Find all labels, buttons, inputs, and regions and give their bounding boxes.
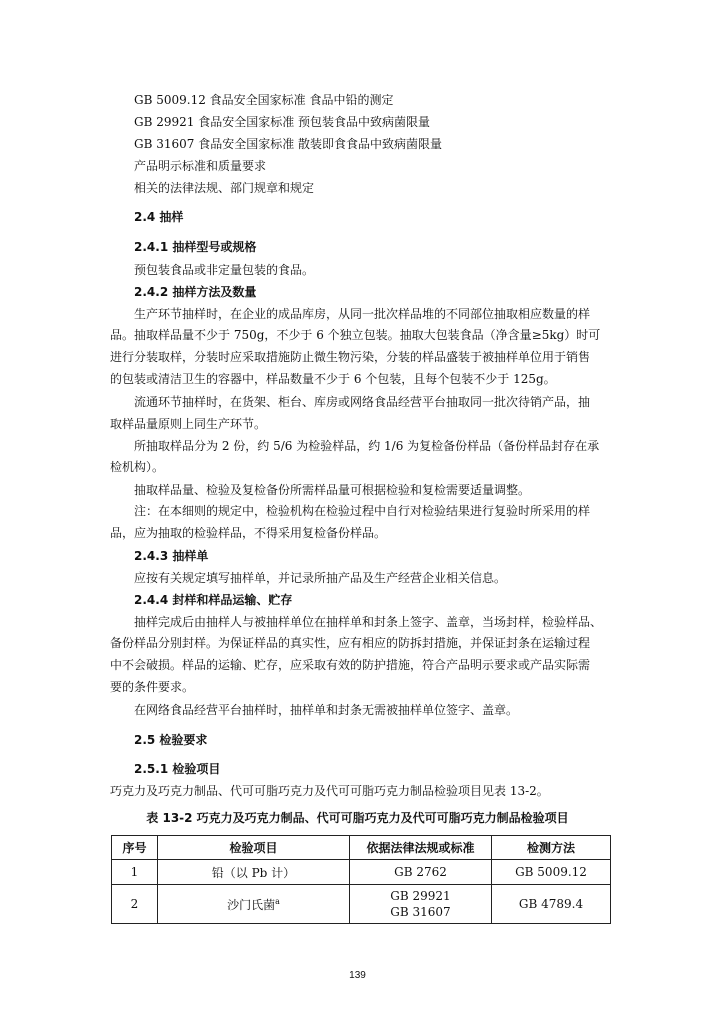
cell-no: 2	[112, 885, 158, 924]
paragraph-line: 巧克力及巧克力制品、代可可脂巧克力及代可可脂巧克力制品检验项目见表 13-2。	[110, 784, 549, 798]
paragraph-line: 生产环节抽样时，在企业的成品库房，从同一批次样品堆的不同部位抽取相应数量的样	[134, 307, 591, 321]
paragraph-line: 所抽取样品分为 2 份，约 5/6 为检验样品，约 1/6 为复检备份样品（备份样品封存在承	[134, 439, 600, 453]
cell-standard-line: GB 31607	[390, 905, 451, 919]
paragraph-line: 进行分装取样，分装时应采取措施防止微生物污染，分装的样品盛装于被抽样单位用于销售	[110, 350, 591, 364]
reference-laws: 相关的法律法规、部门规章和规定	[134, 181, 315, 195]
cell-item	[158, 885, 350, 924]
standard-ref-gb31607: GB 31607 食品安全国家标准 散装即食食品中致病菌限量	[134, 137, 443, 151]
paragraph-line: 检机构）。	[110, 460, 165, 474]
table-header-method: 检测方法	[492, 836, 611, 860]
paragraph-line: 的包装或清洁卫生的容器中，样品数量不少于 6 个包装，且每个包装不少于 125g。	[110, 372, 556, 386]
paragraph-line: 抽取样品量、检验及复检备份所需样品量可根据检验和复检需要适量调整。	[134, 483, 531, 497]
cell-method: GB 4789.4	[492, 885, 611, 924]
paragraph-line: 中不会破损。样品的运输、贮存，应采取有效的防护措施，符合产品明示要求或产品实际需	[110, 658, 591, 672]
paragraph-line: 在网络食品经营平台抽样时，抽样单和封条无需被抽样单位签字、盖章。	[134, 703, 519, 717]
paragraph-line: 流通环节抽样时，在货架、柜台、库房或网络食品经营平台抽取同一批次待销产品，抽	[134, 395, 591, 409]
table-row	[112, 885, 611, 924]
cell-no: 1	[112, 860, 158, 885]
paragraph-line: 抽样完成后由抽样人与被抽样单位在抽样单和封条上签字、盖章，当场封样，检验样品、	[134, 615, 603, 629]
footnote-marker: a	[275, 896, 280, 906]
inspection-items-table	[111, 835, 611, 924]
note-line: 注：在本细则的规定中，检验机构在检验过程中自行对检验结果进行复验时所采用的样	[134, 504, 591, 518]
table-header-standard: 依据法律法规或标准	[350, 836, 492, 860]
subsection-heading-2-4-1: 2.4.1 抽样型号或规格	[134, 240, 257, 254]
standard-ref-gb29921: GB 29921 食品安全国家标准 预包装食品中致病菌限量	[134, 115, 431, 129]
cell-item: 铅（以 Pb 计）	[158, 860, 350, 885]
standard-ref-gb5009-12: GB 5009.12 食品安全国家标准 食品中铅的测定	[134, 93, 394, 107]
cell-item-text: 沙门氏菌	[227, 897, 276, 912]
cell-standard	[350, 885, 492, 924]
reference-product-standard: 产品明示标准和质量要求	[134, 159, 267, 173]
cell-standard: GB 2762	[350, 860, 492, 885]
cell-method: GB 5009.12	[492, 860, 611, 885]
cell-standard-line: GB 29921	[390, 889, 451, 903]
subsection-heading-2-4-3: 2.4.3 抽样单	[134, 549, 209, 563]
paragraph-line: 应按有关规定填写抽样单，并记录所抽产品及生产经营企业相关信息。	[134, 571, 507, 585]
table-header-no: 序号	[112, 836, 158, 860]
paragraph-line: 预包装食品或非定量包装的食品。	[134, 263, 315, 277]
paragraph-line: 要的条件要求。	[110, 680, 195, 694]
subsection-heading-2-4-4: 2.4.4 封样和样品运输、贮存	[134, 593, 293, 607]
note-line: 品，应为抽取的检验样品，不得采用复检备份样品。	[110, 526, 387, 540]
table-caption: 表 13-2 巧克力及巧克力制品、代可可脂巧克力及代可可脂巧克力制品检验项目	[146, 811, 569, 825]
page-number: 139	[349, 970, 366, 981]
paragraph-line: 取样品量原则上同生产环节。	[110, 417, 267, 431]
section-heading-2-5: 2.5 检验要求	[134, 733, 208, 747]
subsection-heading-2-4-2: 2.4.2 抽样方法及数量	[134, 285, 257, 299]
table-row	[112, 860, 611, 885]
subsection-heading-2-5-1: 2.5.1 检验项目	[134, 762, 221, 776]
table-header-item: 检验项目	[158, 836, 350, 860]
paragraph-line: 备份样品分别封样。为保证样品的真实性，应有相应的防拆封措施，并保证封条在运输过程	[110, 636, 591, 650]
paragraph-line: 品。抽取样品量不少于 750g，不少于 6 个独立包装。抽取大包装食品（净含量≥5kg）时可	[110, 328, 601, 342]
section-heading-2-4: 2.4 抽样	[134, 210, 184, 224]
